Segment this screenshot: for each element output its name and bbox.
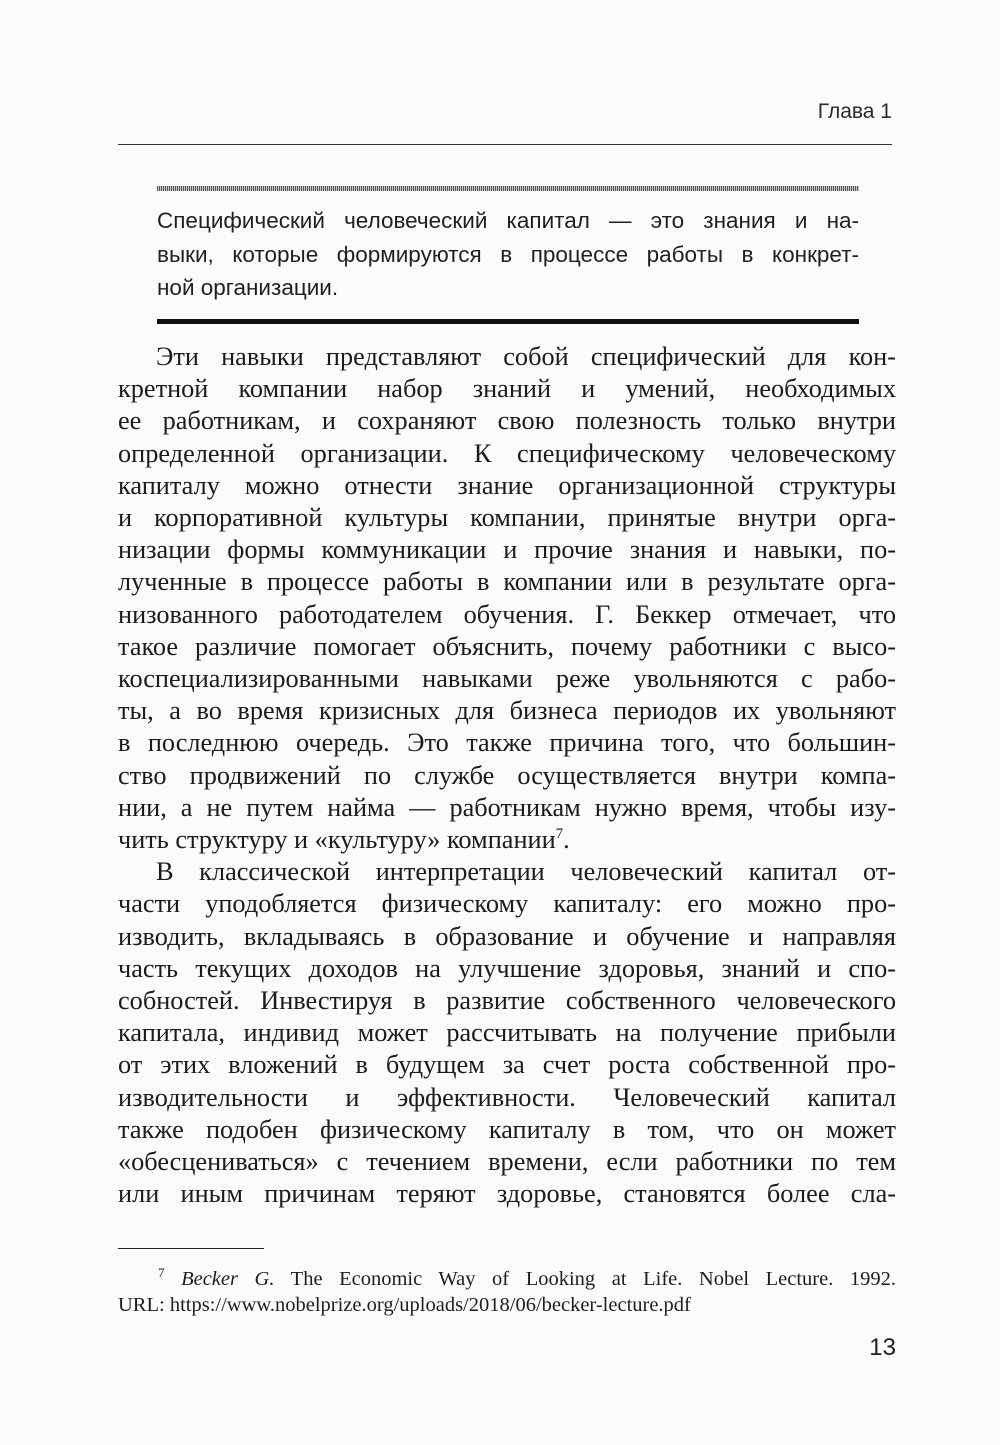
text-line: низованного работодателем обучения. Г. Беккер отмечает, что bbox=[118, 599, 896, 629]
text-line: Эти навыки представляют собой специфический для кон- bbox=[156, 342, 896, 371]
text-line: изводить, вкладываясь в образование и обучение и направляя bbox=[118, 921, 896, 951]
footnote-number: 7 bbox=[158, 1265, 165, 1281]
text-line: изводительности и эффективности. Человеческий капитал bbox=[118, 1082, 896, 1112]
footnote-ref[interactable]: 7 bbox=[555, 826, 564, 843]
definition-text bbox=[157, 204, 859, 305]
paragraph-2 bbox=[118, 856, 896, 1210]
text-line: собностей. Инвестируя в развитие собственного человеческого bbox=[118, 986, 896, 1016]
text-line: низации формы коммуникации и прочие знания и навыки, по- bbox=[118, 535, 896, 565]
text-line: В классической интерпретации человеческий капитал от- bbox=[156, 857, 896, 887]
body-text bbox=[118, 341, 896, 1210]
text-line: в последнюю очередь. Это также причина того, что большин- bbox=[118, 728, 896, 758]
text-line: кретной компании набор знаний и умений, необходимых bbox=[118, 374, 896, 404]
footnote-title: The Economic Way of Looking at Life. Nobel Lecture. 1992. bbox=[274, 1268, 897, 1290]
text-line: «обесцениваться» с течением времени, если работники по тем bbox=[118, 1147, 896, 1177]
text-line-end: . bbox=[563, 825, 570, 855]
text-line: коспециализированными навыками реже увольняются с рабо- bbox=[118, 664, 896, 694]
text-line: часть текущих доходов на улучшение здоровья, знаний и спо- bbox=[118, 953, 896, 983]
text-line: и корпоративной культуры компании, принятые внутри орга- bbox=[118, 503, 896, 533]
text-line: капитала, индивид может рассчитывать на получение прибыли bbox=[118, 1018, 896, 1048]
text-line: нии, а не путем найма — работникам нужно время, чтобы изу- bbox=[118, 792, 896, 822]
footnote-author: Becker G. bbox=[181, 1268, 275, 1290]
text-line: части уподобляется физическому капиталу: его можно про- bbox=[118, 889, 896, 919]
footnote-url[interactable]: URL: https://www.nobelprize.org/uploads/2018/06/becker-lecture.pdf bbox=[118, 1294, 691, 1316]
running-head-chapter: Глава 1 bbox=[817, 100, 892, 123]
text-line-content: чить структуру и «культуру» компании bbox=[118, 825, 556, 855]
text-line: такое различие помогает объяснить, почему работники с высо- bbox=[118, 631, 896, 661]
text-line: лученные в процессе работы в компании или в результате орга- bbox=[118, 567, 896, 597]
footnote-rule bbox=[118, 1248, 264, 1249]
definition-line: выки, которые формируются в процессе работы в конкрет- bbox=[157, 241, 859, 267]
definition-line: Специфический человеческий капитал — это знания и на- bbox=[157, 208, 859, 233]
text-line: ее работникам, и сохраняют свою полезность только внутри bbox=[118, 406, 896, 436]
footnote bbox=[118, 1266, 896, 1318]
paragraph-1 bbox=[118, 341, 896, 856]
text-line: определенной организации. К специфическому человеческому bbox=[118, 438, 896, 468]
text-line: или иным причинам теряют здоровье, становятся более сла- bbox=[118, 1179, 896, 1209]
definition-top-rule bbox=[157, 186, 859, 191]
header-rule bbox=[118, 144, 892, 145]
page-number: 13 bbox=[869, 1334, 896, 1361]
text-line-last bbox=[118, 824, 896, 856]
definition-bottom-rule bbox=[157, 319, 859, 324]
text-line: ство продвижений по службе осуществляется внутри компа- bbox=[118, 760, 896, 790]
footnote-line bbox=[118, 1266, 896, 1292]
definition-line: ной организации. bbox=[157, 275, 339, 300]
definition-box bbox=[157, 186, 859, 324]
text-line: ты, а во время кризисных для бизнеса периодов их увольняют bbox=[118, 696, 896, 726]
text-line: капиталу можно отнести знание организационной структуры bbox=[118, 470, 896, 500]
text-line: также подобен физическому капиталу в том, что он может bbox=[118, 1114, 896, 1144]
text-line: от этих вложений в будущем за счет роста собственной про- bbox=[118, 1050, 896, 1080]
